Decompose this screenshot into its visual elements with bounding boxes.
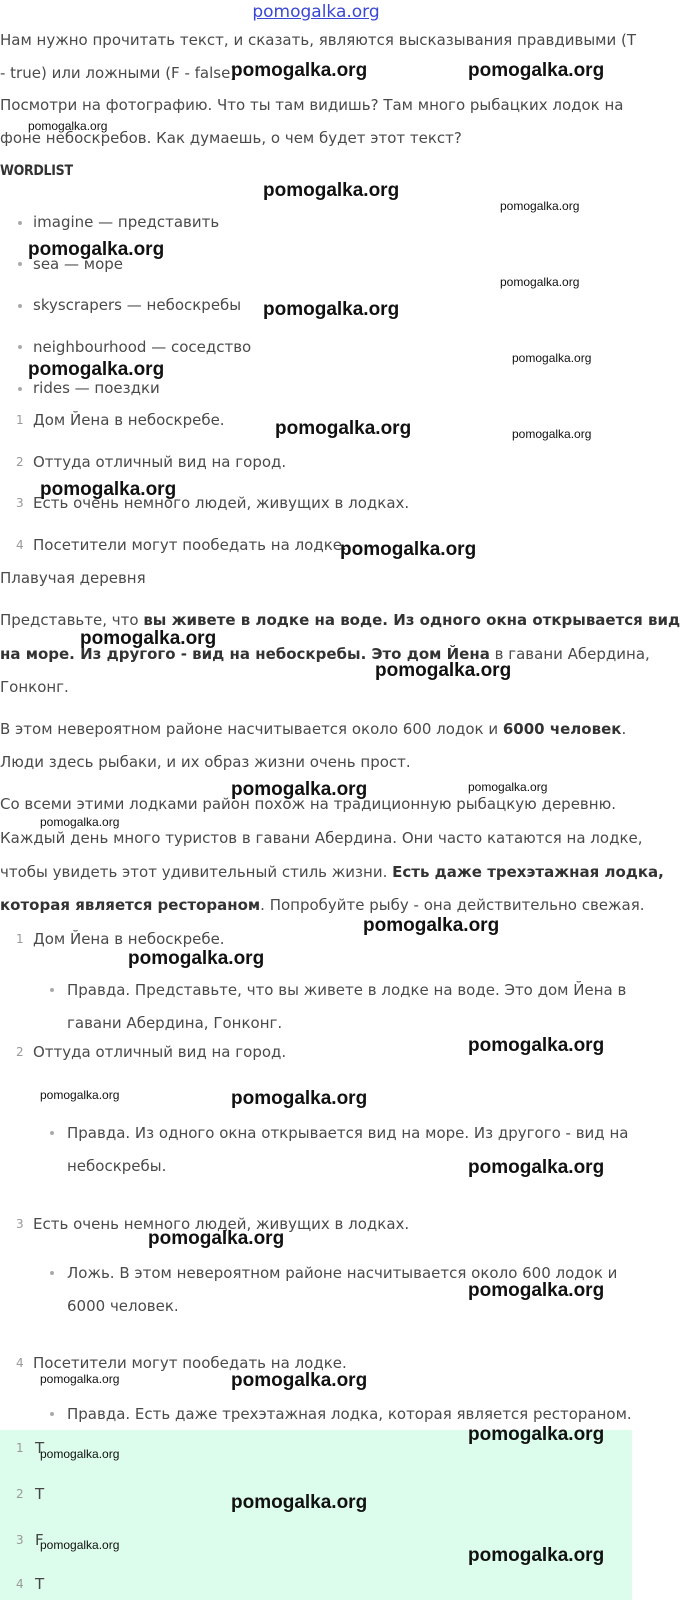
explanation-statement: Оттуда отличный вид на город.	[33, 1043, 287, 1061]
watermark-top-link[interactable]: pomogalka.org	[252, 2, 380, 22]
story-title: Плавучая деревня	[0, 569, 146, 587]
explanation-statement: Дом Йена в небоскребе.	[33, 930, 225, 948]
watermark: pomogalka.org	[231, 1370, 368, 1391]
watermark: pomogalka.org	[468, 1424, 605, 1445]
bullet-icon	[50, 1131, 54, 1135]
bullet-icon	[50, 1271, 54, 1275]
watermark: pomogalka.org	[231, 60, 368, 81]
watermark: pomogalka.org	[468, 1280, 605, 1301]
wordlist-item: rides — поездки	[33, 379, 160, 397]
intro-line-3: Посмотри на фотографию. Что ты там видишь? Там много рыбацких лодок на	[0, 96, 624, 114]
explanation-text: Правда. Представьте, что вы живете в лодке на воде. Это дом Йена в	[67, 981, 627, 999]
watermark: pomogalka.org	[468, 60, 605, 81]
watermark: pomogalka.org	[40, 479, 177, 500]
bullet-icon	[50, 988, 54, 992]
explanation-number: 1	[16, 932, 24, 946]
story-paragraph-1-line-1: Представьте, что вы живете в лодке на воде. Из одного окна открывается вид	[0, 611, 680, 629]
story-paragraph-4-line-2: Каждый день много туристов в гавани Абердина. Они часто катаются на лодке,	[0, 829, 643, 847]
answer-number: 2	[16, 1487, 24, 1501]
wordlist-item: skyscrapers — небоскребы	[33, 296, 242, 314]
wordlist-item: imagine — представить	[33, 213, 220, 231]
explanation-statement: Посетители могут пообедать на лодке.	[33, 1354, 347, 1372]
bullet-icon	[18, 221, 22, 225]
answer-number: 1	[16, 1441, 24, 1455]
answer-value: T	[35, 1575, 45, 1593]
story-paragraph-4-line-4: которая является рестораном. Попробуйте рыбу - она действительно свежая.	[0, 896, 645, 914]
watermark: pomogalka.org	[468, 780, 548, 794]
watermark: pomogalka.org	[263, 180, 400, 201]
explanation-text: Правда. Из одного окна открывается вид на море. Из другого - вид на	[67, 1124, 629, 1142]
watermark: pomogalka.org	[340, 539, 477, 560]
watermark: pomogalka.org	[512, 351, 592, 365]
statement-number: 4	[16, 538, 24, 552]
statement-number: 1	[16, 413, 24, 427]
watermark: pomogalka.org	[40, 1088, 120, 1102]
explanation-number: 3	[16, 1217, 24, 1231]
statement-item: Дом Йена в небоскребе.	[33, 411, 225, 429]
watermark: pomogalka.org	[80, 628, 217, 649]
watermark: pomogalka.org	[468, 1157, 605, 1178]
explanation-statement: Есть очень немного людей, живущих в лодках.	[33, 1215, 410, 1233]
watermark: pomogalka.org	[275, 418, 412, 439]
watermark: pomogalka.org	[500, 275, 580, 289]
watermark: pomogalka.org	[40, 815, 120, 829]
explanation-number: 2	[16, 1045, 24, 1059]
answer-value: F	[35, 1531, 44, 1549]
watermark: pomogalka.org	[500, 199, 580, 213]
wordlist-item: sea — море	[33, 255, 124, 273]
watermark: pomogalka.org	[128, 948, 265, 969]
watermark: pomogalka.org	[40, 1538, 120, 1552]
statement-number: 3	[16, 496, 24, 510]
watermark: pomogalka.org	[231, 1492, 368, 1513]
story-paragraph-4-line-3: чтобы увидеть этот удивительный стиль жизни. Есть даже трехэтажная лодка,	[0, 863, 664, 881]
explanation-text: Правда. Есть даже трехэтажная лодка, которая является рестораном.	[67, 1405, 632, 1423]
intro-line-1: Нам нужно прочитать текст, и сказать, являются высказывания правдивыми (T	[0, 31, 637, 49]
watermark: pomogalka.org	[468, 1545, 605, 1566]
bullet-icon	[18, 262, 22, 266]
explanation-text: небоскребы.	[67, 1157, 167, 1175]
statement-number: 2	[16, 455, 24, 469]
bullet-icon	[18, 304, 22, 308]
explanation-number: 4	[16, 1356, 24, 1370]
watermark: pomogalka.org	[231, 779, 368, 800]
watermark: pomogalka.org	[363, 915, 500, 936]
bullet-icon	[50, 1412, 54, 1416]
wordlist-item: neighbourhood — соседство	[33, 338, 252, 356]
watermark: pomogalka.org	[512, 427, 592, 441]
answer-number: 3	[16, 1533, 24, 1547]
story-paragraph-2: В этом невероятном районе насчитывается около 600 лодок и 6000 человек.	[0, 720, 627, 738]
watermark: pomogalka.org	[40, 1447, 120, 1461]
intro-line-4: фоне небоскребов. Как думаешь, о чем будет этот текст?	[0, 129, 462, 147]
story-paragraph-1-line-3: Гонконг.	[0, 678, 69, 696]
watermark: pomogalka.org	[28, 119, 108, 133]
statement-item: Есть очень немного людей, живущих в лодках.	[33, 494, 410, 512]
explanation-text: Ложь. В этом невероятном районе насчитывается около 600 лодок и	[67, 1264, 618, 1282]
bullet-icon	[18, 387, 22, 391]
watermark: pomogalka.org	[28, 359, 165, 380]
watermark: pomogalka.org	[468, 1035, 605, 1056]
watermark: pomogalka.org	[263, 299, 400, 320]
watermark: pomogalka.org	[28, 239, 165, 260]
statement-item: Посетители могут пообедать на лодке.	[33, 536, 347, 554]
answer-number: 4	[16, 1577, 24, 1591]
watermark: pomogalka.org	[375, 660, 512, 681]
answer-value: T	[35, 1439, 45, 1457]
watermark: pomogalka.org	[231, 1088, 368, 1109]
statement-item: Оттуда отличный вид на город.	[33, 453, 287, 471]
intro-line-2: - true) или ложными (F - false)	[0, 64, 237, 82]
wordlist-title: WORDLIST	[0, 163, 73, 179]
explanation-text: 6000 человек.	[67, 1297, 179, 1315]
watermark: pomogalka.org	[148, 1228, 285, 1249]
bullet-icon	[18, 345, 22, 349]
story-paragraph-1-line-2: на море. Из другого - вид на небоскребы. Это дом Йена в гавани Абердина,	[0, 645, 650, 663]
answer-value: T	[35, 1485, 45, 1503]
story-paragraph-4-line-1: Со всеми этими лодками район похож на традиционную рыбацкую деревню.	[0, 795, 616, 813]
explanation-text: гавани Абердина, Гонконг.	[67, 1014, 283, 1032]
story-paragraph-3: Люди здесь рыбаки, и их образ жизни очень прост.	[0, 753, 411, 771]
watermark: pomogalka.org	[40, 1372, 120, 1386]
